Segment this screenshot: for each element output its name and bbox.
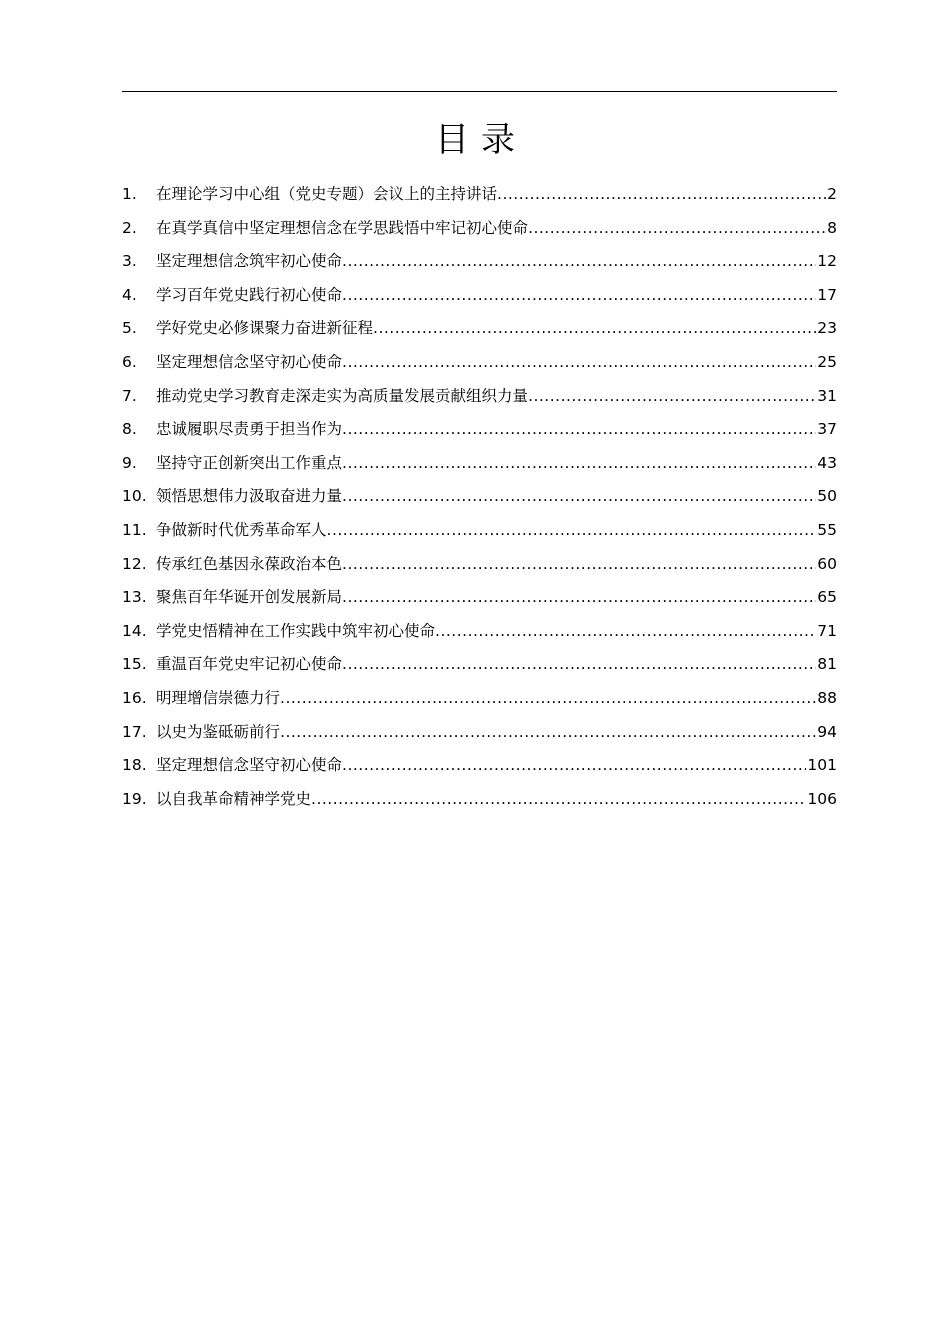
toc-entry-number: 18.: [122, 756, 147, 775]
toc-entry[interactable]: [122, 178, 837, 212]
toc-entry-title: 在理论学习中心组（党史专题）会议上的主持讲话: [156, 185, 498, 203]
toc-entry[interactable]: [122, 312, 837, 346]
toc-entry-page-number: 101: [807, 756, 837, 775]
toc-entry-page-number: 81: [817, 655, 837, 674]
toc-entry-number: 3.: [122, 252, 137, 271]
toc-entry-number: 17.: [122, 722, 147, 741]
toc-entry-number: 11.: [122, 520, 147, 539]
toc-entry-number: 4.: [122, 285, 137, 304]
toc-entry-title: 学好党史必修课聚力奋进新征程: [156, 319, 374, 338]
toc-entry-page-number: 94: [817, 722, 837, 741]
toc-entry[interactable]: [122, 648, 837, 682]
toc-entry-page-number: 37: [817, 420, 837, 439]
toc-entry-title: 坚定理想信念坚守初心使命: [156, 352, 343, 371]
toc-dot-leader: [342, 413, 816, 447]
toc-entry-page-number: 17: [817, 285, 837, 304]
toc-entry[interactable]: [122, 716, 837, 750]
toc-entry[interactable]: [122, 783, 837, 817]
toc-entry[interactable]: [122, 480, 837, 514]
toc-entry[interactable]: [122, 514, 837, 548]
toc-entry-page-number: 88: [817, 688, 837, 707]
toc-dot-leader: [342, 749, 806, 783]
toc-dot-leader: [342, 581, 816, 615]
toc-entry-number: 1.: [122, 185, 137, 203]
toc-entry-page-number: 31: [817, 386, 837, 405]
toc-entry-number: 15.: [122, 655, 147, 674]
toc-dot-leader: [311, 783, 806, 817]
toc-entry[interactable]: [122, 447, 837, 481]
toc-entry-page-number: 65: [817, 588, 837, 607]
toc-entry[interactable]: [122, 245, 837, 279]
toc-entry-page-number: 8: [827, 218, 837, 237]
toc-entry-page-number: 50: [817, 487, 837, 506]
toc-entry-title: 聚焦百年华诞开创发展新局: [156, 588, 343, 607]
toc-dot-leader: [280, 682, 816, 716]
toc-entry-number: 14.: [122, 621, 147, 640]
toc-dot-leader: [528, 380, 816, 414]
toc-entry-title: 学党史悟精神在工作实践中筑牢初心使命: [156, 621, 436, 640]
toc-entry[interactable]: [122, 212, 837, 246]
toc-entry-number: 7.: [122, 386, 137, 405]
toc-entry-title: 以史为鉴砥砺前行: [156, 722, 281, 741]
toc-entry-title: 明理增信崇德力行: [156, 688, 281, 707]
toc-dot-leader: [342, 447, 816, 481]
toc-dot-leader: [497, 178, 826, 212]
toc-entry-title: 传承红色基因永葆政治本色: [156, 554, 343, 573]
toc-entry-page-number: 43: [817, 453, 837, 472]
toc-entry[interactable]: [122, 548, 837, 582]
toc-entry-title: 领悟思想伟力汲取奋进力量: [156, 487, 343, 506]
toc-entry-title: 推动党史学习教育走深走实为高质量发展贡献组织力量: [156, 386, 529, 405]
toc-entry-number: 12.: [122, 554, 147, 573]
toc-entry[interactable]: [122, 615, 837, 649]
toc-entry[interactable]: [122, 413, 837, 447]
toc-dot-leader: [435, 615, 816, 649]
toc-dot-leader: [342, 245, 816, 279]
toc-entry-number: 13.: [122, 588, 147, 607]
toc-dot-leader: [342, 648, 816, 682]
toc-dot-leader: [342, 480, 816, 514]
toc-dot-leader: [342, 346, 816, 380]
toc-dot-leader: [342, 279, 816, 313]
toc-entry-page-number: 106: [807, 789, 837, 808]
toc-entry-number: 6.: [122, 352, 137, 371]
toc-entry-title: 学习百年党史践行初心使命: [156, 285, 343, 304]
toc-entry-number: 16.: [122, 688, 147, 707]
toc-entry[interactable]: [122, 581, 837, 615]
toc-entry-page-number: 71: [817, 621, 837, 640]
toc-title: 目录: [435, 120, 527, 160]
toc-entry-page-number: 25: [817, 352, 837, 371]
toc-entry[interactable]: [122, 682, 837, 716]
toc-entry[interactable]: [122, 279, 837, 313]
toc-entry-title: 重温百年党史牢记初心使命: [156, 655, 343, 674]
toc-entry[interactable]: [122, 380, 837, 414]
toc-entry-title: 忠诚履职尽责勇于担当作为: [156, 420, 343, 439]
toc-entry-number: 2.: [122, 218, 137, 237]
toc-entry-title: 坚定理想信念筑牢初心使命: [156, 252, 343, 271]
toc-entry[interactable]: [122, 749, 837, 783]
toc-dot-leader: [327, 514, 817, 548]
toc-entry-page-number: 23: [817, 319, 837, 338]
toc-entry-number: 9.: [122, 453, 137, 472]
toc-dot-leader: [528, 212, 826, 246]
toc-entry-page-number: 55: [817, 520, 837, 539]
toc-entry-page-number: 12: [817, 252, 837, 271]
toc-entry-page-number: 60: [817, 554, 837, 573]
toc-entry-title: 在真学真信中坚定理想信念在学思践悟中牢记初心使命: [156, 218, 529, 237]
toc-entry-title: 争做新时代优秀革命军人: [156, 520, 327, 539]
toc-entry-number: 10.: [122, 487, 147, 506]
toc-entry-title: 坚持守正创新突出工作重点: [156, 453, 343, 472]
toc-entry-number: 5.: [122, 319, 137, 338]
toc-entry-number: 19.: [122, 789, 147, 808]
table-of-contents: [122, 178, 837, 816]
toc-dot-leader: [342, 548, 816, 582]
toc-entry-number: 8.: [122, 420, 137, 439]
toc-entry[interactable]: [122, 346, 837, 380]
toc-dot-leader: [280, 716, 816, 750]
header-rule: [122, 91, 837, 92]
toc-dot-leader: [373, 312, 816, 346]
toc-entry-title: 以自我革命精神学党史: [156, 789, 312, 808]
toc-entry-page-number: 2: [827, 185, 837, 203]
toc-entry-title: 坚定理想信念坚守初心使命: [156, 756, 343, 775]
